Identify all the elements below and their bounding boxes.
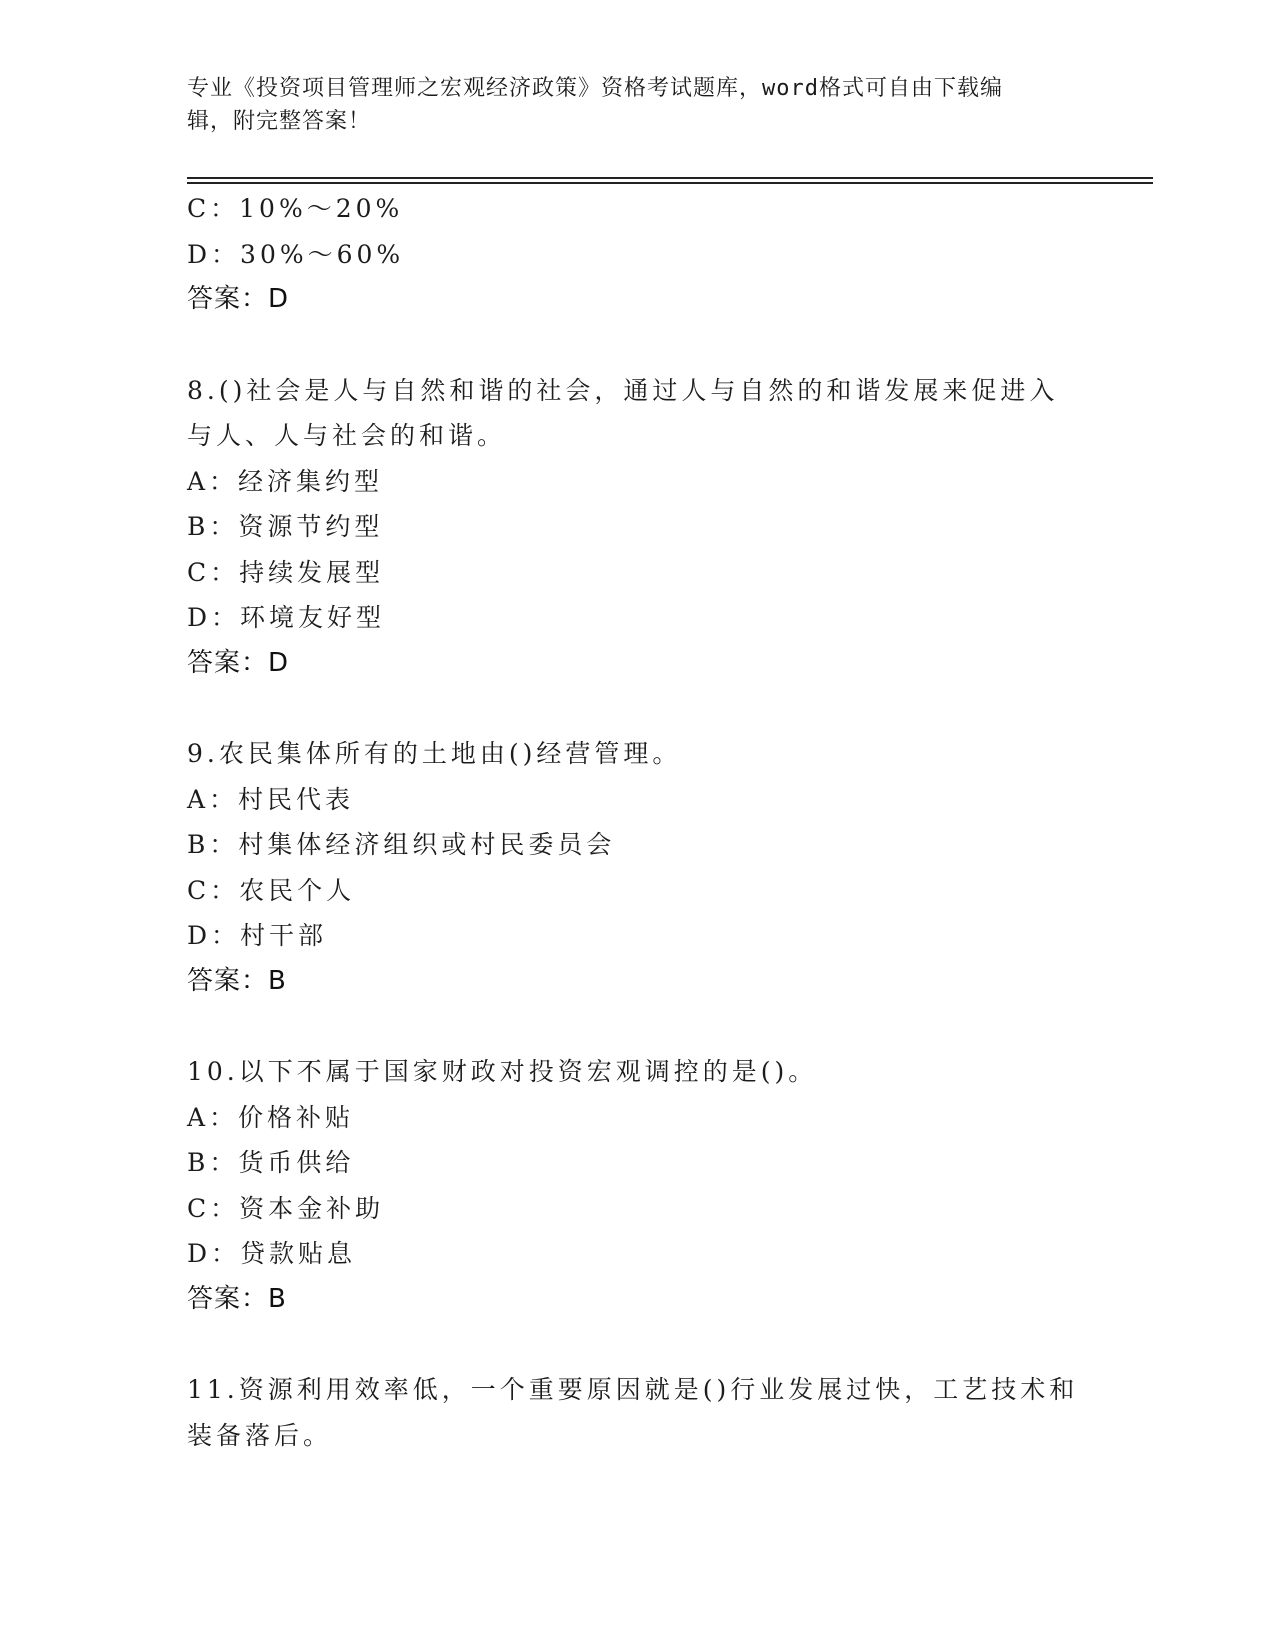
spacer <box>187 692 1087 737</box>
answer-line: 答案：D <box>187 284 290 314</box>
answer-line: 答案：B <box>187 965 287 996</box>
question-stem-continued: 与人、人与社会的和谐。 <box>187 421 507 450</box>
option-b: B：村集体经济组织或村民委员会 <box>187 830 616 859</box>
question-11 <box>187 1373 1087 1452</box>
header-line-1: 专业《投资项目管理师之宏观经济政策》资格考试题库，word格式可自由下载编 <box>187 76 1003 101</box>
previous-question-block <box>187 192 1087 316</box>
option-c: C：农民个人 <box>187 875 356 905</box>
question-stem: 9.农民集体所有的土地由()经营管理。 <box>187 739 682 768</box>
question-stem: 8.()社会是人与自然和谐的社会，通过人与自然的和谐发展来促进入 <box>187 375 1059 405</box>
option-c: C：持续发展型 <box>187 557 385 587</box>
option-a: A：经济集约型 <box>187 466 384 496</box>
header-rule-bottom <box>187 182 1153 184</box>
option-d: D：村干部 <box>187 921 328 950</box>
answer-line: 答案：D <box>187 647 290 678</box>
option-c: C：资本金补助 <box>187 1193 385 1223</box>
option-d: D：30%～60% <box>187 239 405 269</box>
option-b: B：货币供给 <box>187 1148 355 1177</box>
header-line-2: 辑，附完整答案！ <box>187 109 372 134</box>
option-b: B：资源节约型 <box>187 512 384 541</box>
option-c: C：10%～20% <box>187 194 404 223</box>
option-a: A：村民代表 <box>187 784 355 814</box>
option-d: D：环境友好型 <box>187 603 386 632</box>
option-a: A：价格补贴 <box>187 1102 355 1132</box>
question-stem: 11.资源利用效率低，一个重要原因就是()行业发展过快，工艺技术和 <box>187 1375 1079 1404</box>
question-10 <box>187 1055 1087 1316</box>
question-stem: 10.以下不属于国家财政对投资宏观调控的是()。 <box>187 1057 818 1086</box>
spacer <box>187 329 1087 374</box>
spacer <box>187 1010 1087 1055</box>
question-8 <box>187 374 1087 680</box>
question-9 <box>187 737 1087 998</box>
question-content <box>187 192 1087 1464</box>
option-d: D：贷款贴息 <box>187 1239 357 1268</box>
question-stem-continued: 装备落后。 <box>187 1420 333 1450</box>
header-rule-top <box>187 177 1153 179</box>
document-header <box>187 72 1067 138</box>
answer-line: 答案：B <box>187 1283 287 1314</box>
spacer <box>187 1328 1087 1373</box>
